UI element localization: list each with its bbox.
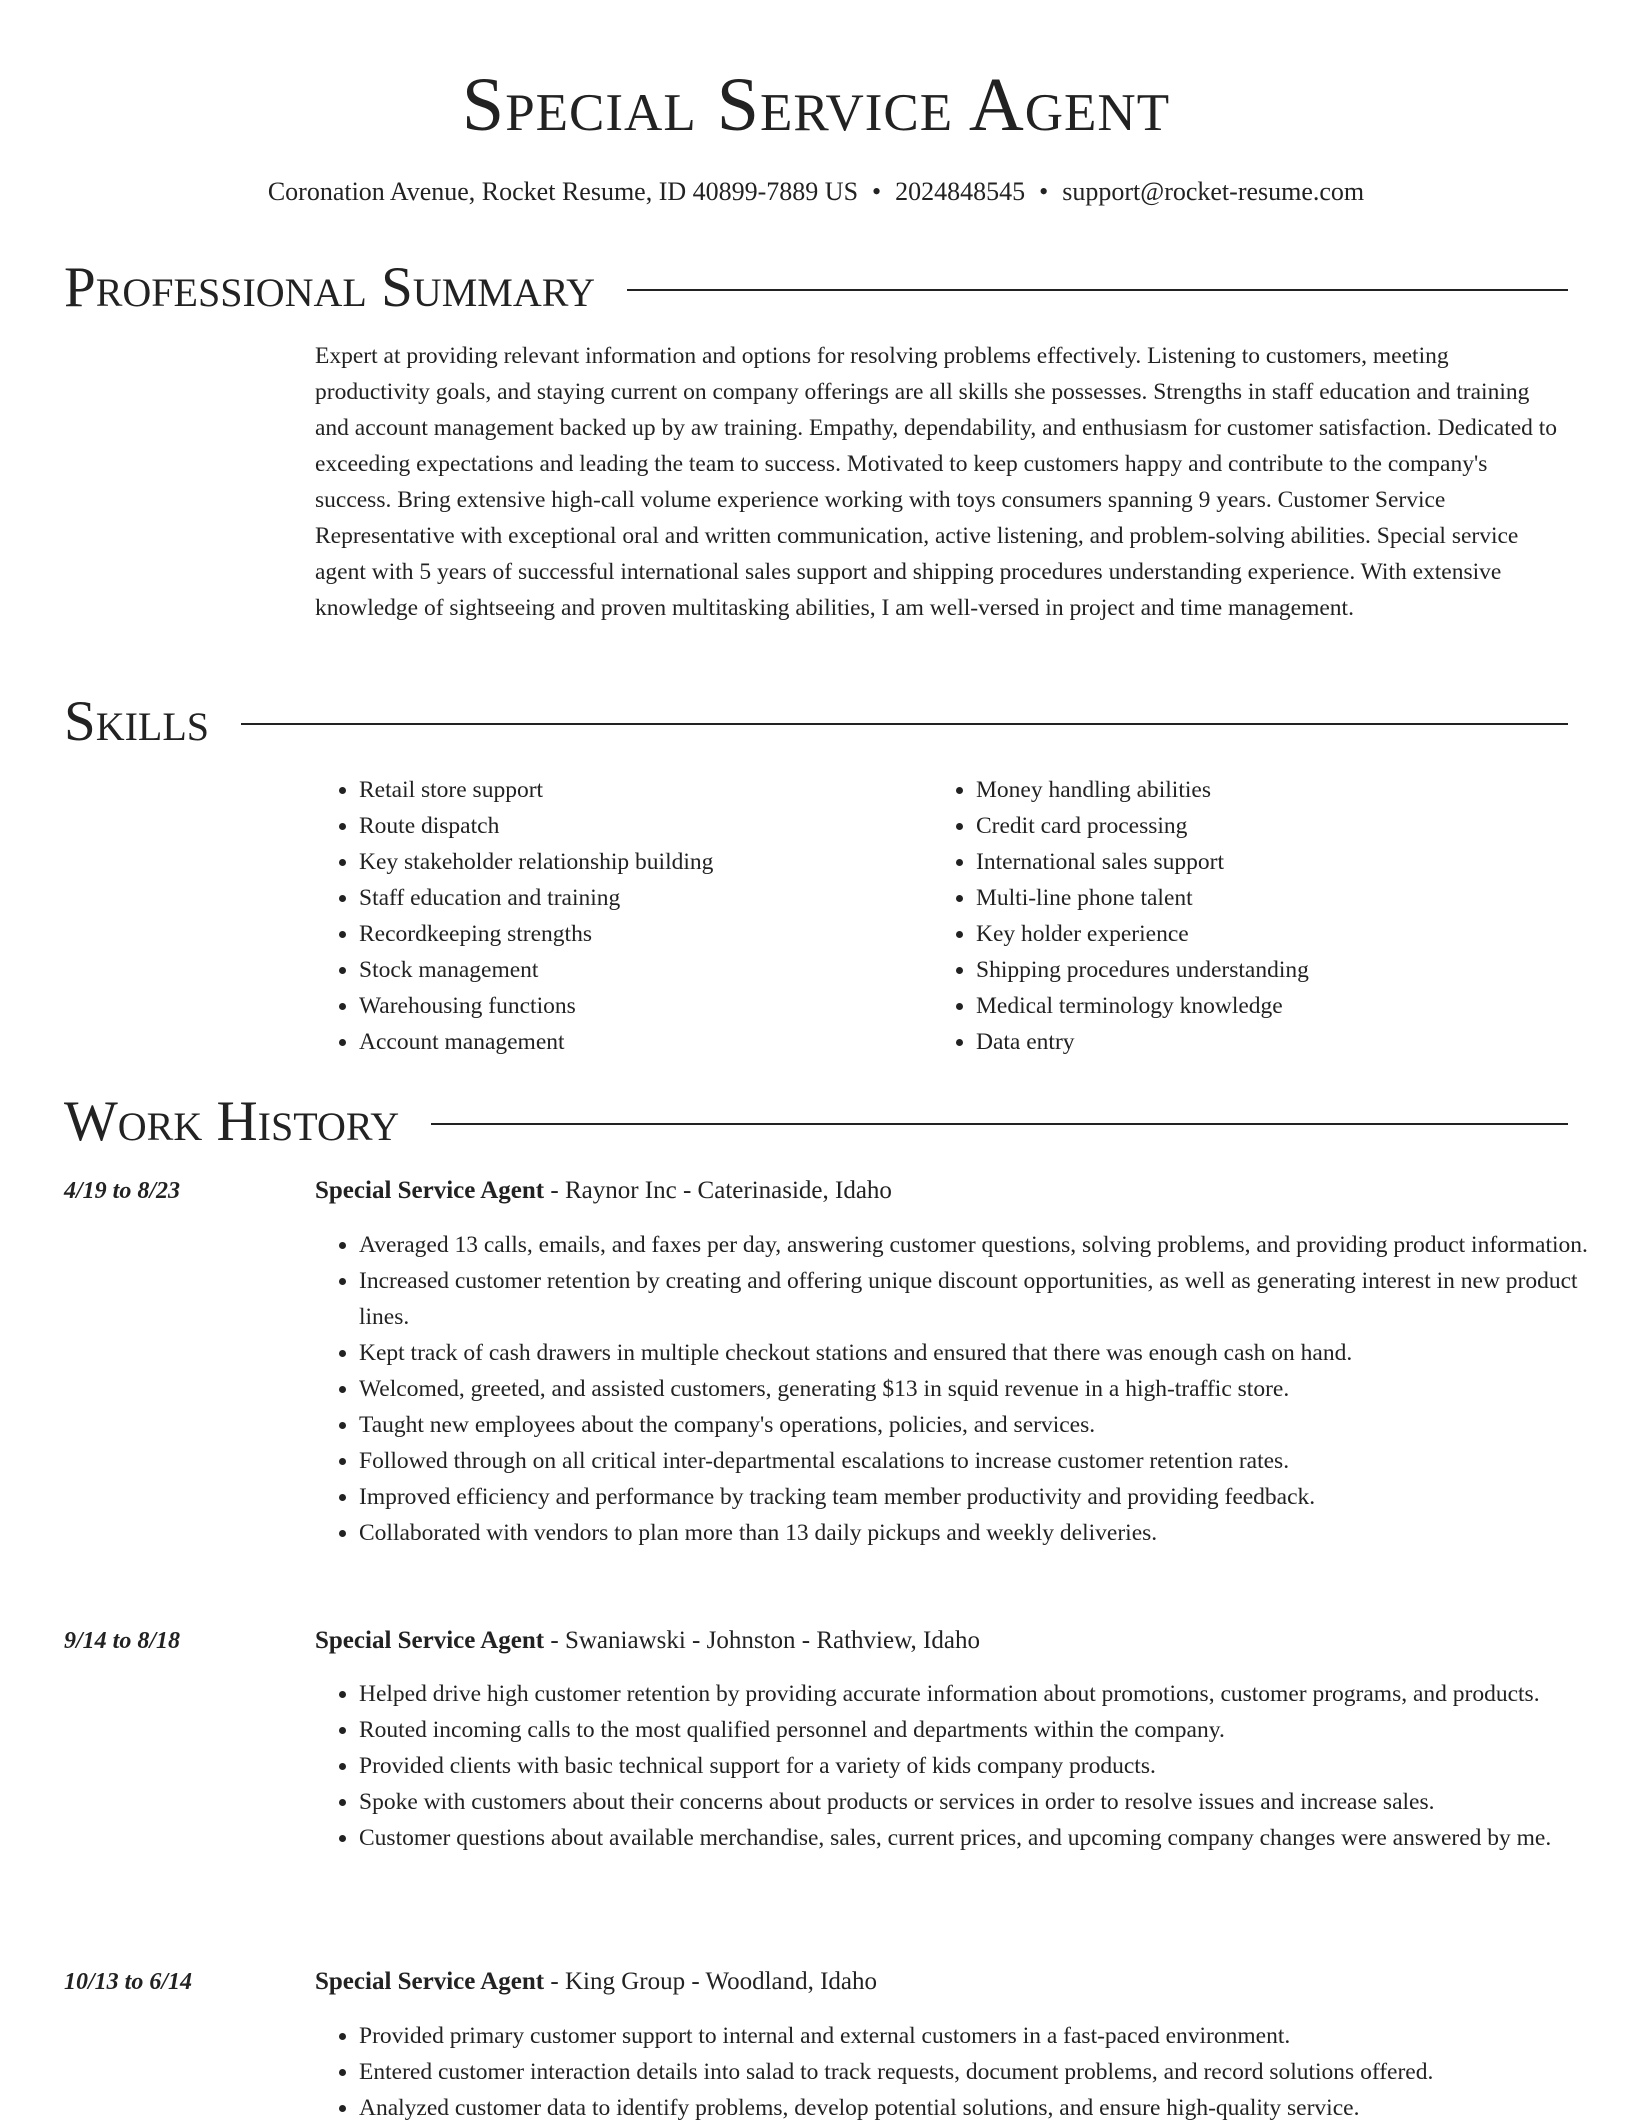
contact-email: support@rocket-resume.com — [1062, 177, 1365, 206]
duty-item: • Averaged 13 calls, emails, and faxes per day, answering customer questions, solving problems, and providing product information. — [359, 1227, 1612, 1263]
skill-item: • Route dispatch — [359, 808, 939, 844]
job-dates: 4/19 to 8/23 — [64, 1178, 181, 1204]
job-dates: 9/14 to 8/18 — [64, 1628, 181, 1654]
skills-list-right — [932, 772, 1556, 1060]
contact-address: Coronation Avenue, Rocket Resume, ID 40899-7889 US — [267, 177, 859, 206]
job-heading — [315, 1623, 980, 1659]
section-divider — [627, 289, 1568, 291]
skill-item: • Money handling abilities — [976, 772, 1556, 808]
skill-item: • Retail store support — [359, 772, 939, 808]
job-heading — [315, 1173, 892, 1209]
duty-item: • Kept track of cash drawers in multiple checkout stations and ensured that there was enough cash on hand. — [359, 1335, 1612, 1371]
duty-item: • Customer questions about available merchandise, sales, current prices, and upcoming company changes were answered by me. — [359, 1820, 1612, 1856]
duty-item: • Provided primary customer support to internal and external customers in a fast-paced environment. — [359, 2018, 1612, 2054]
summary-text: Expert at providing relevant information and options for resolving problems effectively. Listening to customers, meeting productivity goals, and staying current on company offerings are all skills she possesses. Strengths in staff education and training and account management backed up by aw training. Empathy, dependability, and enthusiasm for customer satisfaction. Dedicated to exceeding expectations and leading the team to success. Motivated to keep customers happy and contribute to the company's success. Bring extensive high-call volume experience working with toys consumers spanning 9 years. Customer Service Representative with exceptional oral and written communication, active listening, and problem-solving abilities. Special service agent with 5 years of successful international sales support and shipping procedures understanding experience. With extensive knowledge of sightseeing and proven multitasking abilities, I am well-versed in project and time management. — [315, 343, 1558, 621]
skill-item: • Key stakeholder relationship building — [359, 844, 939, 880]
duty-item: • Entered customer interaction details into salad to track requests, document problems, and record solutions offered. — [359, 2054, 1612, 2090]
skill-item: • Key holder experience — [976, 916, 1556, 952]
skill-item: • Shipping procedures understanding — [976, 952, 1556, 988]
job-dates: 10/13 to 6/14 — [64, 1969, 193, 1995]
duty-item: • Increased customer retention by creating and offering unique discount opportunities, as well as generating interest in new product lines. — [359, 1263, 1612, 1335]
duty-item: • Welcomed, greeted, and assisted customers, generating $13 in squid revenue in a high-traffic store. — [359, 1371, 1612, 1407]
duty-item: • Followed through on all critical inter-departmental escalations to increase customer retention rates. — [359, 1443, 1612, 1479]
job-company: - Swaniawski - Johnston - Rathview, Idaho — [544, 1627, 980, 1654]
summary-section-header — [64, 253, 1568, 323]
skill-item: • Multi-line phone talent — [976, 880, 1556, 916]
contact-separator: • — [872, 177, 882, 206]
section-divider — [241, 723, 1568, 725]
work-history-section-header — [64, 1087, 1568, 1157]
skill-item: • International sales support — [976, 844, 1556, 880]
skills-section-header — [64, 687, 1568, 757]
job-duties — [315, 2018, 1612, 2126]
contact-separator: • — [1039, 177, 1049, 206]
duty-item: • Taught new employees about the company's operations, policies, and services. — [359, 1407, 1612, 1443]
skill-item: • Data entry — [976, 1024, 1556, 1060]
skill-item: • Staff education and training — [359, 880, 939, 916]
skill-item: • Recordkeeping strengths — [359, 916, 939, 952]
summary-heading: Professional Summary — [64, 256, 596, 319]
job-heading — [315, 1964, 877, 2000]
duty-item: • Provided clients with basic technical support for a variety of kids company products. — [359, 1748, 1612, 1784]
contact-line — [0, 174, 1632, 210]
duty-item: • Collaborated with vendors to plan more than 13 daily pickups and weekly deliveries. — [359, 1515, 1612, 1551]
duty-item: • Routed incoming calls to the most qualified personnel and departments within the company. — [359, 1712, 1612, 1748]
skill-item: • Stock management — [359, 952, 939, 988]
skill-item: • Medical terminology knowledge — [976, 988, 1556, 1024]
job-duties — [315, 1227, 1612, 1551]
job-duties — [315, 1676, 1612, 1856]
candidate-name: Special Service Agent — [461, 63, 1171, 147]
skills-list-left — [315, 772, 939, 1060]
skills-heading: Skills — [64, 690, 210, 753]
contact-phone: 2024848545 — [895, 177, 1026, 206]
job-title: Special Service Agent — [315, 1627, 545, 1654]
skill-item: • Credit card processing — [976, 808, 1556, 844]
duty-item: • Improved efficiency and performance by tracking team member productivity and providing feedback. — [359, 1479, 1612, 1515]
skill-item: • Account management — [359, 1024, 939, 1060]
section-divider — [431, 1123, 1568, 1125]
duty-item: • Helped drive high customer retention by providing accurate information about promotions, customer programs, and products. — [359, 1676, 1612, 1712]
work-history-heading: Work History — [64, 1090, 400, 1153]
job-company: - Raynor Inc - Caterinaside, Idaho — [544, 1177, 892, 1204]
job-company: - King Group - Woodland, Idaho — [544, 1968, 878, 1995]
skill-item: • Warehousing functions — [359, 988, 939, 1024]
duty-item: • Analyzed customer data to identify problems, develop potential solutions, and ensure high-quality service. — [359, 2090, 1612, 2126]
duty-item: • Spoke with customers about their concerns about products or services in order to resolve issues and increase sales. — [359, 1784, 1612, 1820]
job-title: Special Service Agent — [315, 1177, 545, 1204]
job-title: Special Service Agent — [315, 1968, 545, 1995]
